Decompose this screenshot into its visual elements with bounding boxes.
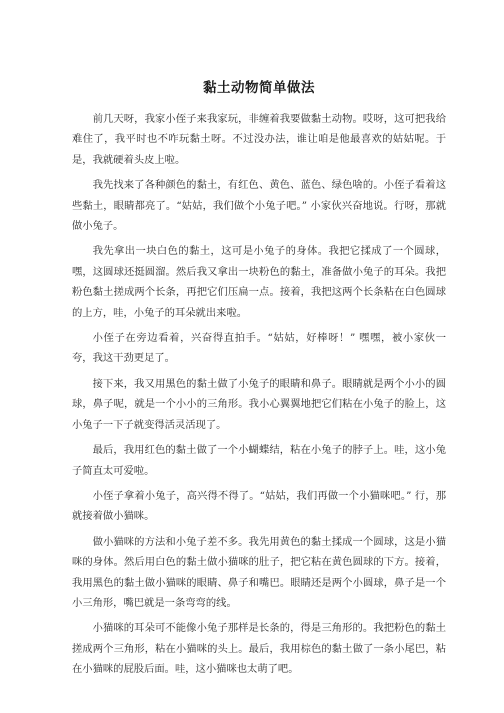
paragraph: 我先找来了各种颜色的黏土，有红色、黄色、蓝色、绿色啥的。小侄子看着这些黏土，眼睛都亮了。“姑姑，我们做个小兔子吧。” 小家伙兴奋地说。行呀，那就做小兔子。 — [72, 179, 446, 233]
paragraph: 前几天呀，我家小侄子来我家玩，非缠着我要做黏土动物。哎呀，这可把我给难住了，我平时也不咋玩黏土呀。不过没办法，谁让咱是他最喜欢的姑姑呢。于是，我就硬着头皮上啦。 — [72, 113, 446, 166]
paragraph: 小猫咪的耳朵可不能像小兔子那样是长条的，得是三角形的。我把粉色的黏土搓成两个三角形，粘在小猫咪的头上。最后，我用棕色的黏土做了一条小尾巴，粘在小猫咪的屁股后面。哇，这小猫咪也太萌了吧。 — [72, 622, 446, 676]
paragraph: 我先拿出一块白色的黏土，这可是小兔子的身体。我把它揉成了一个圆球，嘿，这圆球还挺圆溜。然后我又拿出一块粉色的黏土，准备做小兔子的耳朵。我把粉色黏土搓成两个长条，再把它们压扁一点。接着，我把这两个长条粘在白色圆球的上方，哇，小兔子的耳朵就出来啦。 — [72, 245, 446, 319]
document-title: 黏土动物简单做法 — [203, 80, 315, 96]
paragraph: 小侄子拿着小兔子，高兴得不得了。“姑姑，我们再做一个小猫咪吧。” 行，那就接着做小猫咪。 — [72, 489, 446, 523]
paragraph: 做小猫咪的方法和小兔子差不多。我先用黄色的黏土揉成一个圆球，这是小猫咪的身体。然后用白色的黏土做小猫咪的肚子，把它粘在黄色圆球的下方。接着，我用黑色的黏土做小猫咪的眼睛、鼻子和嘴巴。眼睛还是两个小圆球，鼻子是一个小三角形，嘴巴就是一条弯弯的线。 — [72, 535, 446, 609]
paragraph: 最后，我用红色的黏土做了一个小蝴蝶结，粘在小兔子的脖子上。哇，这小兔子简直太可爱啦。 — [72, 444, 446, 477]
paragraph: 接下来，我又用黑色的黏土做了小兔子的眼睛和鼻子。眼睛就是两个小小的圆球，鼻子呢，就是一个小小的三角形。我小心翼翼地把它们粘在小兔子的脸上，这小兔子一下子就变得活灵活现了。 — [72, 377, 446, 431]
paragraph: 小侄子在旁边看着，兴奋得直拍手。“姑姑，好棒呀！” 嘿嘿，被小家伙一夸，我这干劲更足了。 — [72, 332, 446, 365]
